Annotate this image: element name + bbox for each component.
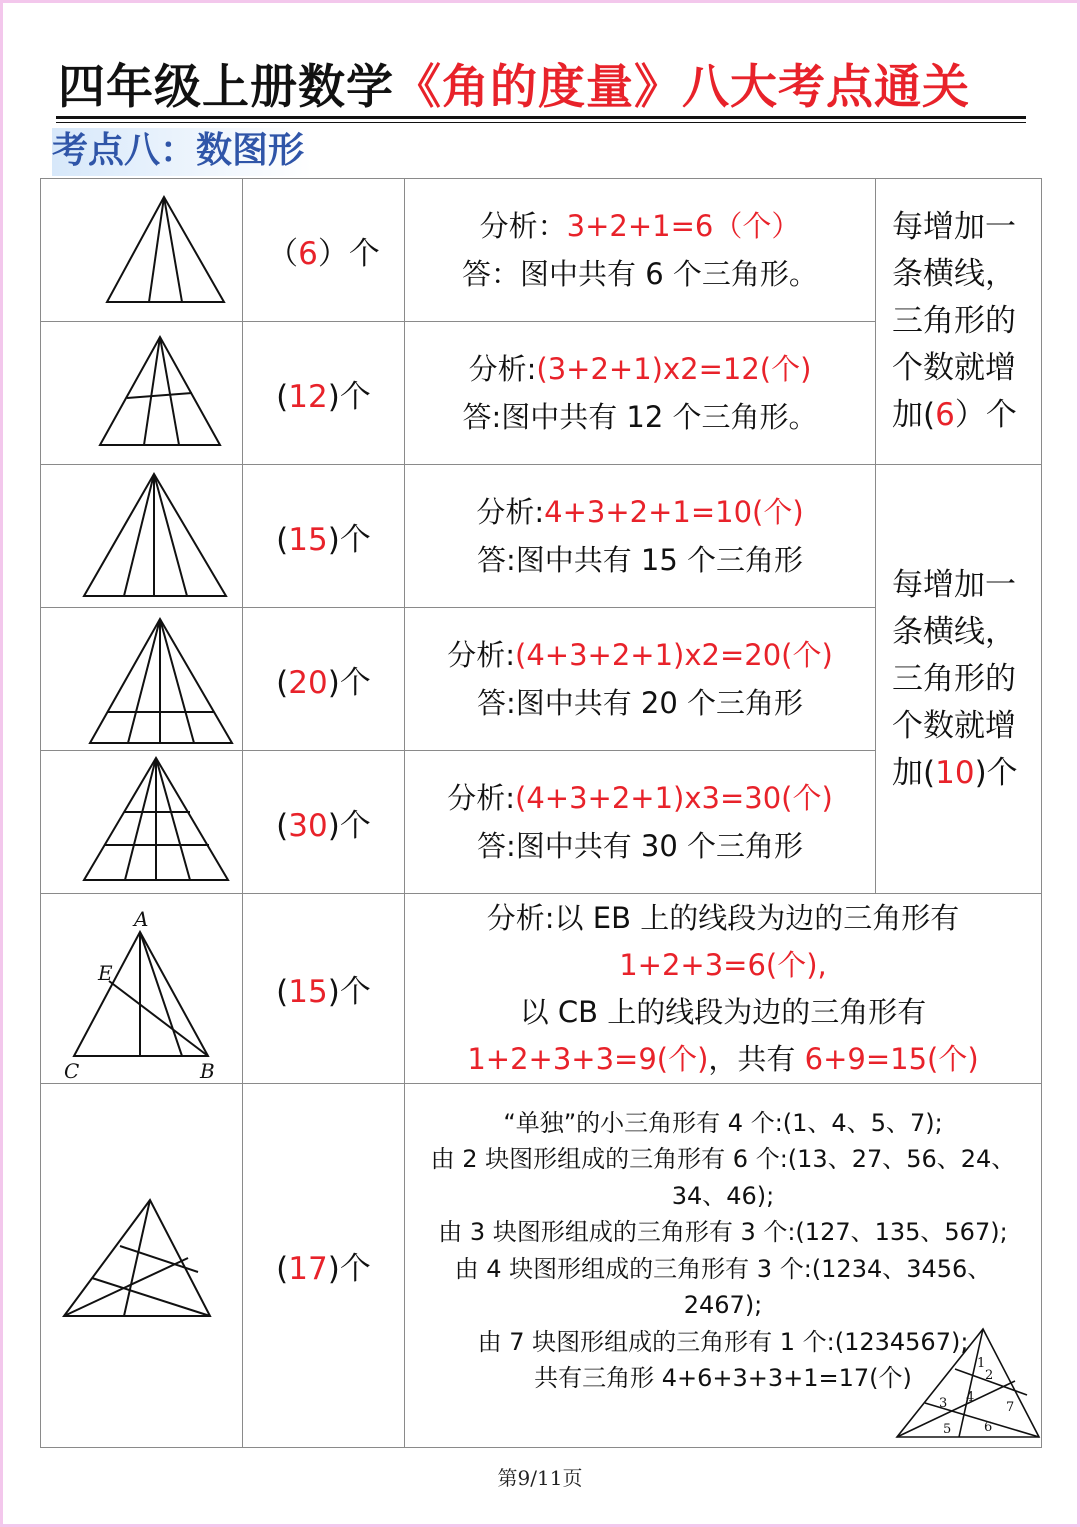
analysis-formula: (4+3+2+1)x3=30(个) — [515, 781, 833, 815]
analysis-cell: 分析:(4+3+2+1)x3=30(个) 答:图中共有 30 个三角形 — [405, 751, 876, 894]
analysis-line: 由 7 块图形组成的三角形有 1 个:(1234567); — [477, 1327, 969, 1356]
analysis-line: 由 4 块图形组成的三角形有 3 个:(1234、3456、 — [454, 1254, 992, 1283]
triangle-figure-6 — [42, 896, 242, 1082]
count-value: 30 — [288, 807, 328, 844]
answer-text: 答:图中共有 30 个三角形 — [476, 829, 804, 863]
problems-table — [40, 178, 1042, 1448]
label-a: A — [133, 906, 148, 931]
count-value: 15 — [288, 974, 328, 1010]
count-value: 12 — [288, 378, 328, 415]
analysis-cell: 分析：3+2+1=6（个） 答：图中共有 6 个三角形。 — [405, 179, 876, 322]
count-cell: (15)个 — [243, 465, 405, 608]
count-value: 20 — [288, 664, 328, 701]
figure-cell — [41, 751, 243, 894]
analysis-cell: 分析:以 EB 上的线段为边的三角形有 1+2+3=6(个), 以 CB 上的线段为边的三角形有 1+2+3+3=9(个)，共有 6+9=15(个) — [405, 894, 1042, 1084]
analysis-line: 以 CB 上的线段为边的三角形有 — [519, 994, 927, 1029]
answer-text: 答:图中共有 12 个三角形。 — [462, 400, 818, 434]
title-underline — [56, 116, 1026, 119]
table-row — [41, 1084, 1042, 1448]
analysis-cell: 分析:4+3+2+1=10(个) 答:图中共有 15 个三角形 — [405, 465, 876, 608]
triangle-figure-7 — [42, 1166, 242, 1366]
count-cell: （6）个 — [243, 179, 405, 322]
label-c: C — [63, 1058, 79, 1082]
analysis-line: 2467); — [683, 1291, 763, 1319]
triangle-figure-4 — [42, 609, 242, 749]
analysis-formula: (4+3+2+1)x2=20(个) — [515, 638, 833, 672]
count-value: 17 — [288, 1251, 328, 1287]
pattern-note-2: 每增加一条横线，三角形的个数就增加(10)个 — [876, 465, 1042, 894]
pattern-note-1: 每增加一条横线，三角形的个数就增加(6）个 — [876, 179, 1042, 465]
note-value: 10 — [935, 754, 975, 791]
analysis-formula: 4+3+2+1=10(个) — [544, 495, 804, 529]
title-red-part: 《角的度量》八大考点通关 — [394, 60, 970, 115]
label-b: B — [199, 1058, 215, 1082]
numbered-triangle-inset — [893, 1325, 1043, 1443]
analysis-formula: 1+2+3+3=9(个) — [467, 1041, 709, 1076]
triangle-figure-5 — [42, 752, 242, 892]
label-e: E — [97, 960, 113, 985]
section-subtitle: 考点八：数图形 — [52, 128, 312, 176]
answer-text: 答：图中共有 6 个三角形。 — [462, 257, 818, 291]
figure-cell — [41, 179, 243, 322]
inset-label-6: 6 — [984, 1420, 993, 1435]
analysis-line: 34、46); — [671, 1181, 775, 1210]
analysis-line: 由 3 块图形组成的三角形有 3 个:(127、135、567); — [438, 1218, 1008, 1246]
analysis-formula: 3+2+1=6（个） — [566, 209, 801, 243]
inset-label-5: 5 — [943, 1422, 952, 1437]
count-cell: (30)个 — [243, 751, 405, 894]
analysis-total: 共有三角形 4+6+3+3+1=17(个) — [534, 1364, 912, 1392]
figure-cell — [41, 608, 243, 751]
triangle-figure-1 — [42, 180, 242, 320]
count-cell: (12)个 — [243, 322, 405, 465]
title-underline-thin — [56, 122, 1026, 123]
table-row — [41, 465, 1042, 608]
triangle-figure-3 — [42, 466, 242, 606]
analysis-formula: (3+2+1)x2=12(个) — [536, 352, 812, 386]
count-cell: (15)个 — [243, 894, 405, 1084]
inset-label-7: 7 — [1006, 1400, 1015, 1415]
figure-cell — [41, 465, 243, 608]
analysis-line: 分析:以 EB 上的线段为边的三角形有 — [486, 900, 960, 935]
count-value: 6 — [298, 235, 318, 272]
analysis-line: “单独”的小三角形有 4 个:(1、4、5、7); — [503, 1108, 943, 1137]
page-number: 第9/11页 — [497, 1466, 583, 1490]
figure-cell — [41, 1084, 243, 1448]
table-row — [41, 894, 1042, 1084]
figure-cell — [41, 322, 243, 465]
inset-label-3: 3 — [939, 1396, 948, 1411]
table-row — [41, 179, 1042, 322]
page-title — [58, 58, 970, 118]
count-cell: (20)个 — [243, 608, 405, 751]
answer-text: 答:图中共有 20 个三角形 — [476, 686, 804, 720]
analysis-line: 由 2 块图形组成的三角形有 6 个:(13、27、56、24、 — [430, 1145, 1016, 1173]
analysis-total: 6+9=15(个) — [804, 1041, 979, 1076]
inset-label-1: 1 — [977, 1356, 986, 1371]
count-cell: (17)个 — [243, 1084, 405, 1448]
triangle-figure-2 — [42, 323, 242, 463]
figure-cell — [41, 894, 243, 1084]
analysis-cell: 分析:(3+2+1)x2=12(个) 答:图中共有 12 个三角形。 — [405, 322, 876, 465]
title-black-part: 四年级上册数学 — [58, 60, 394, 115]
inset-label-2: 2 — [985, 1368, 994, 1383]
analysis-formula: 1+2+3=6(个), — [619, 947, 827, 982]
note-value: 6 — [935, 397, 955, 433]
inset-label-4: 4 — [966, 1390, 975, 1405]
analysis-cell: 分析:(4+3+2+1)x2=20(个) 答:图中共有 20 个三角形 — [405, 608, 876, 751]
answer-text: 答:图中共有 15 个三角形 — [476, 543, 804, 577]
count-value: 15 — [288, 521, 328, 558]
